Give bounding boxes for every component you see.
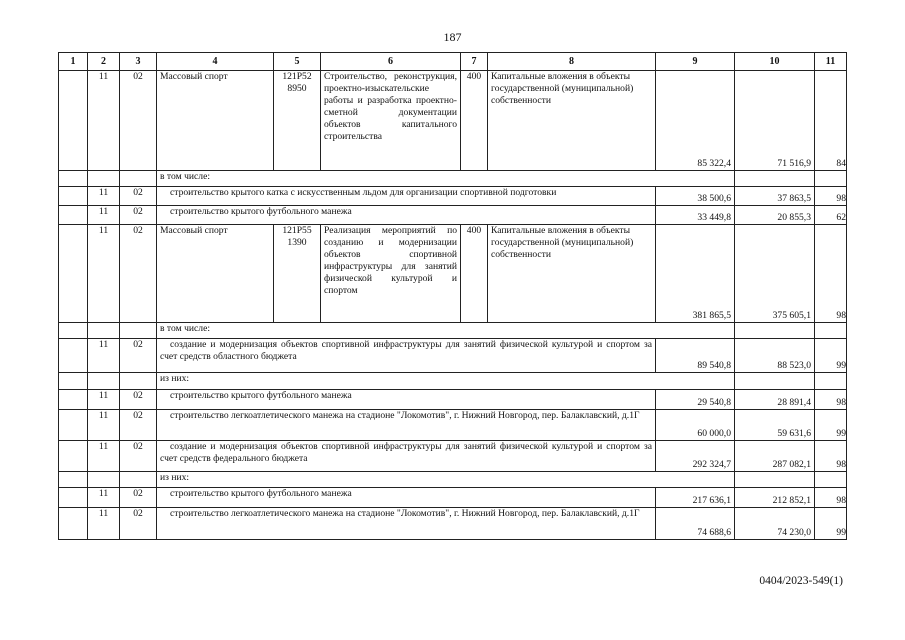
cell-subsection: 02 bbox=[120, 187, 157, 206]
table-row bbox=[59, 71, 847, 171]
cell-subsection bbox=[120, 171, 157, 187]
cell-planned: 74 688,6 bbox=[656, 508, 735, 540]
cell-percent: 98 bbox=[815, 441, 847, 472]
header-cell: 2 bbox=[88, 53, 120, 71]
cell-actual: 37 863,5 bbox=[735, 187, 815, 206]
cell-section: 11 bbox=[88, 410, 120, 441]
cell-section bbox=[88, 373, 120, 390]
cell-description: Реализация мероприятий по созданию и модернизации объектов спортивной инфраструктуры для занятий физической культурой и спортом bbox=[321, 225, 461, 323]
table-row bbox=[59, 225, 847, 323]
cell-actual: 74 230,0 bbox=[735, 508, 815, 540]
table-row bbox=[59, 441, 847, 472]
table-row bbox=[59, 373, 847, 390]
cell-label: из них: bbox=[157, 373, 735, 390]
cell-object-name: строительство легкоатлетического манежа на стадионе "Локомотив", г. Нижний Новгород, пер. Балаклавский, д.1Г bbox=[157, 410, 656, 441]
cell-percent: 98 bbox=[815, 390, 847, 410]
cell-planned: 217 636,1 bbox=[656, 488, 735, 508]
budget-table bbox=[58, 52, 847, 540]
cell-subsection: 02 bbox=[120, 339, 157, 373]
cell-section: 11 bbox=[88, 508, 120, 540]
cell-planned: 292 324,7 bbox=[656, 441, 735, 472]
cell-actual: 88 523,0 bbox=[735, 339, 815, 373]
cell-section: 11 bbox=[88, 187, 120, 206]
cell-description: Строительство, реконструкция, проектно-изыскательские работы и разработка проектно-сметной документации объектов капитального строительства bbox=[321, 71, 461, 171]
cell-col1 bbox=[59, 323, 88, 339]
cell-percent: 98 bbox=[815, 488, 847, 508]
cell-section: 11 bbox=[88, 206, 120, 225]
cell-expense-name: Капитальные вложения в объекты государственной (муниципальной) собственности bbox=[488, 225, 656, 323]
table-row bbox=[59, 339, 847, 373]
cell-object-name: строительство крытого футбольного манежа bbox=[157, 390, 656, 410]
cell-section: 11 bbox=[88, 339, 120, 373]
cell-subsection: 02 bbox=[120, 508, 157, 540]
cell-percent bbox=[815, 373, 847, 390]
cell-section: 11 bbox=[88, 441, 120, 472]
table-row bbox=[59, 390, 847, 410]
header-cell: 8 bbox=[488, 53, 656, 71]
document-code: 0404/2023-549(1) bbox=[759, 575, 843, 587]
cell-subsection: 02 bbox=[120, 390, 157, 410]
table-row bbox=[59, 171, 847, 187]
cell-percent: 98 bbox=[815, 225, 847, 323]
header-cell: 3 bbox=[120, 53, 157, 71]
cell-subsection: 02 bbox=[120, 410, 157, 441]
cell-target-code: 121P52 8950 bbox=[274, 71, 321, 171]
cell-col1 bbox=[59, 441, 88, 472]
table-row bbox=[59, 508, 847, 540]
cell-percent bbox=[815, 171, 847, 187]
cell-planned: 33 449,8 bbox=[656, 206, 735, 225]
cell-subsection: 02 bbox=[120, 225, 157, 323]
cell-col1 bbox=[59, 488, 88, 508]
header-cell: 10 bbox=[735, 53, 815, 71]
table-row bbox=[59, 206, 847, 225]
table-row bbox=[59, 187, 847, 206]
cell-object-name: создание и модернизация объектов спортивной инфраструктуры для занятий физической культурой и спортом за счет средств федерального бюджета bbox=[157, 441, 656, 472]
cell-subsection: 02 bbox=[120, 71, 157, 171]
cell-col1 bbox=[59, 373, 88, 390]
page-number: 187 bbox=[443, 30, 462, 44]
cell-object-name: создание и модернизация объектов спортивной инфраструктуры для занятий физической культурой и спортом за счет средств областного бюджета bbox=[157, 339, 656, 373]
cell-subsection: 02 bbox=[120, 488, 157, 508]
cell-percent: 62 bbox=[815, 206, 847, 225]
cell-col1 bbox=[59, 410, 88, 441]
cell-actual: 59 631,6 bbox=[735, 410, 815, 441]
cell-col1 bbox=[59, 71, 88, 171]
cell-actual bbox=[735, 171, 815, 187]
header-cell: 9 bbox=[656, 53, 735, 71]
cell-name: Массовый спорт bbox=[157, 225, 274, 323]
cell-section: 11 bbox=[88, 71, 120, 171]
cell-name: Массовый спорт bbox=[157, 71, 274, 171]
cell-col1 bbox=[59, 187, 88, 206]
cell-expense-name: Капитальные вложения в объекты государственной (муниципальной) собственности bbox=[488, 71, 656, 171]
cell-percent: 99 bbox=[815, 508, 847, 540]
cell-subsection: 02 bbox=[120, 441, 157, 472]
cell-section: 11 bbox=[88, 225, 120, 323]
cell-actual bbox=[735, 323, 815, 339]
table-header-row bbox=[59, 53, 847, 71]
cell-actual: 20 855,3 bbox=[735, 206, 815, 225]
cell-section bbox=[88, 171, 120, 187]
cell-subsection: 02 bbox=[120, 206, 157, 225]
cell-actual bbox=[735, 472, 815, 488]
cell-percent: 99 bbox=[815, 339, 847, 373]
cell-percent bbox=[815, 323, 847, 339]
cell-col1 bbox=[59, 390, 88, 410]
cell-planned: 38 500,6 bbox=[656, 187, 735, 206]
header-cell: 1 bbox=[59, 53, 88, 71]
cell-col1 bbox=[59, 171, 88, 187]
cell-object-name: строительство легкоатлетического манежа на стадионе "Локомотив", г. Нижний Новгород, пер. Балаклавский, д.1Г bbox=[157, 508, 656, 540]
cell-section: 11 bbox=[88, 488, 120, 508]
cell-object-name: строительство крытого футбольного манежа bbox=[157, 488, 656, 508]
cell-planned: 381 865,5 bbox=[656, 225, 735, 323]
cell-planned: 85 322,4 bbox=[656, 71, 735, 171]
cell-object-name: строительство крытого катка с искусственным льдом для организации спортивной подготовки bbox=[157, 187, 656, 206]
cell-subsection bbox=[120, 373, 157, 390]
cell-expense-type: 400 bbox=[461, 225, 488, 323]
cell-percent: 84 bbox=[815, 71, 847, 171]
cell-section: 11 bbox=[88, 390, 120, 410]
cell-percent bbox=[815, 472, 847, 488]
table-row bbox=[59, 488, 847, 508]
cell-actual: 212 852,1 bbox=[735, 488, 815, 508]
cell-actual bbox=[735, 373, 815, 390]
cell-planned: 89 540,8 bbox=[656, 339, 735, 373]
cell-label: из них: bbox=[157, 472, 735, 488]
header-cell: 5 bbox=[274, 53, 321, 71]
cell-actual: 28 891,4 bbox=[735, 390, 815, 410]
table-row bbox=[59, 323, 847, 339]
cell-section bbox=[88, 472, 120, 488]
cell-col1 bbox=[59, 472, 88, 488]
cell-subsection bbox=[120, 323, 157, 339]
cell-percent: 98 bbox=[815, 187, 847, 206]
header-cell: 4 bbox=[157, 53, 274, 71]
cell-subsection bbox=[120, 472, 157, 488]
cell-section bbox=[88, 323, 120, 339]
cell-actual: 375 605,1 bbox=[735, 225, 815, 323]
header-cell: 11 bbox=[815, 53, 847, 71]
header-cell: 6 bbox=[321, 53, 461, 71]
table-row bbox=[59, 472, 847, 488]
cell-col1 bbox=[59, 225, 88, 323]
cell-expense-type: 400 bbox=[461, 71, 488, 171]
cell-actual: 287 082,1 bbox=[735, 441, 815, 472]
cell-object-name: строительство крытого футбольного манежа bbox=[157, 206, 656, 225]
table-row bbox=[59, 410, 847, 441]
cell-col1 bbox=[59, 206, 88, 225]
cell-col1 bbox=[59, 508, 88, 540]
cell-planned: 29 540,8 bbox=[656, 390, 735, 410]
cell-target-code: 121P55 1390 bbox=[274, 225, 321, 323]
cell-planned: 60 000,0 bbox=[656, 410, 735, 441]
cell-col1 bbox=[59, 339, 88, 373]
cell-label: в том числе: bbox=[157, 171, 735, 187]
cell-label: в том числе: bbox=[157, 323, 735, 339]
cell-percent: 99 bbox=[815, 410, 847, 441]
header-cell: 7 bbox=[461, 53, 488, 71]
cell-actual: 71 516,9 bbox=[735, 71, 815, 171]
